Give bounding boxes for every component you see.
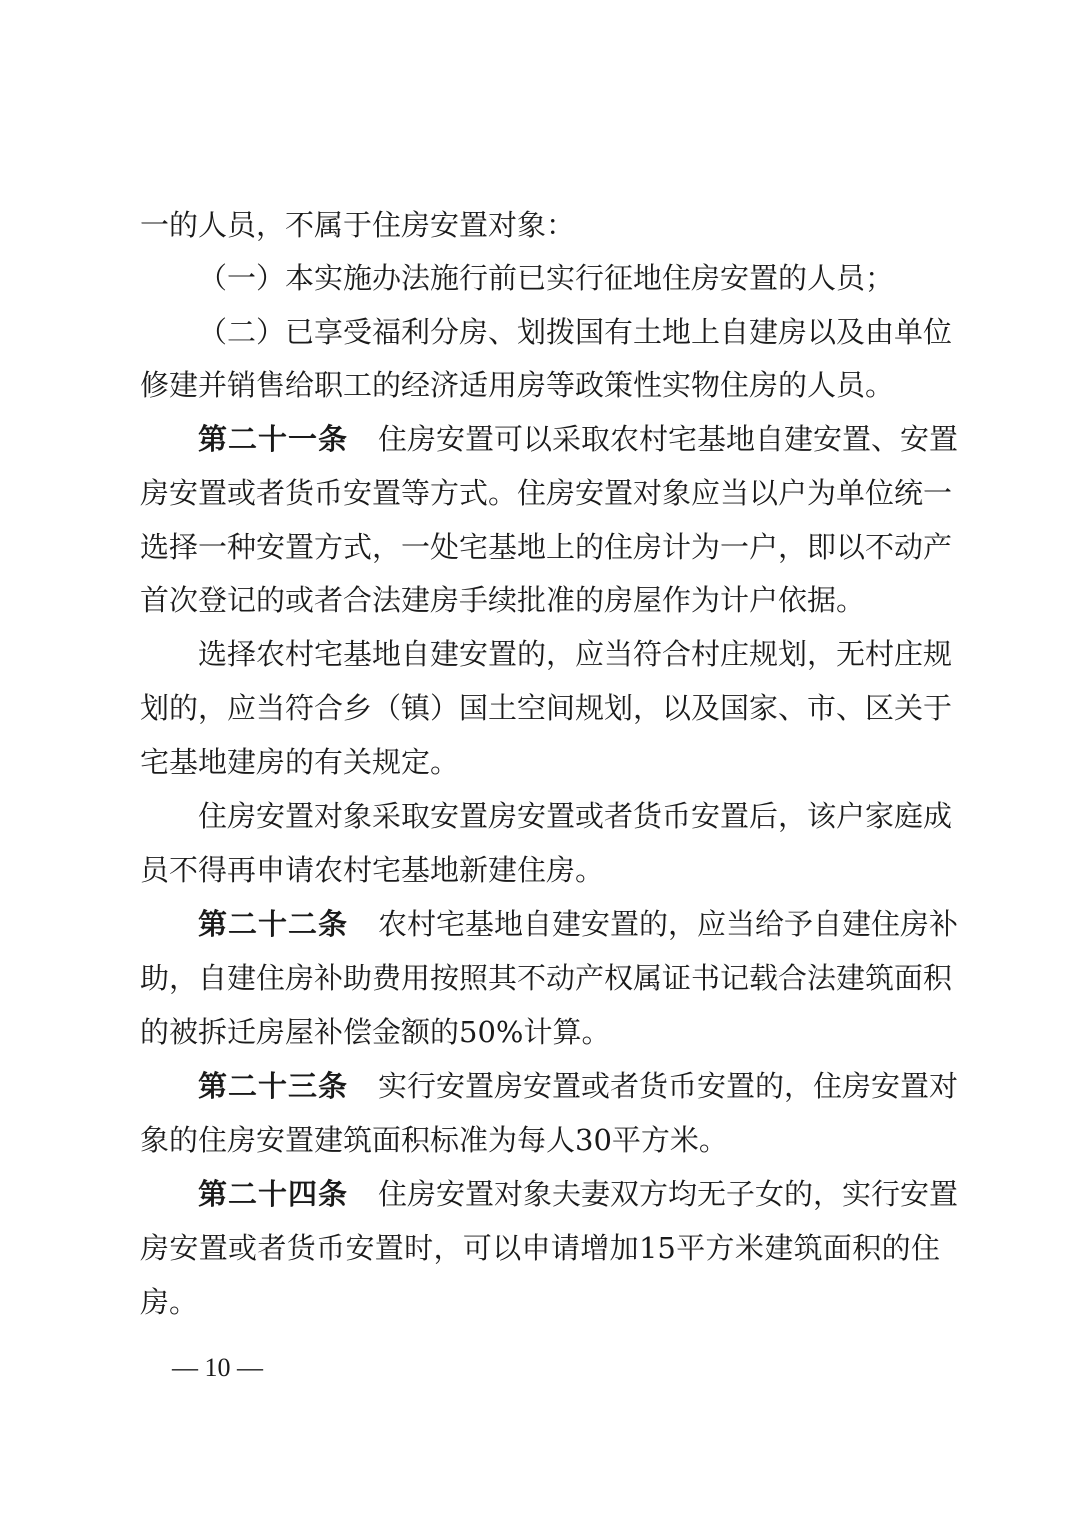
text-line: 住房安置对象采取安置房安置或者货币安置后，该户家庭成	[198, 799, 953, 833]
text-span: 农村宅基地自建安置的，应当给予自建住房补	[378, 907, 959, 941]
text-line: 的被拆迁房屋补偿金额的50%计算。	[140, 1015, 611, 1049]
text-line: （二）已享受福利分房、划拨国有土地上自建房以及由单位	[198, 315, 953, 349]
text-line: 房安置或者货币安置时，可以申请增加15平方米建筑面积的住	[140, 1231, 940, 1265]
article-23-line	[198, 1066, 959, 1106]
text-span: 实行安置房安置或者货币安置的，住房安置对	[378, 1069, 959, 1103]
text-line: 宅基地建房的有关规定。	[140, 745, 460, 779]
text-line: （一）本实施办法施行前已实行征地住房安置的人员；	[198, 261, 895, 295]
text-span: 住房安置可以采取农村宅基地自建安置、安置	[378, 422, 959, 456]
text-span: 住房安置对象夫妻双方均无子女的，实行安置	[378, 1177, 959, 1211]
text-line: 选择一种安置方式，一处宅基地上的住房计为一户，即以不动产	[140, 530, 953, 564]
article-23-title: 第二十三条	[198, 1069, 349, 1103]
text-line: 象的住房安置建筑面积标准为每人30平方米。	[140, 1123, 728, 1157]
article-21-line	[198, 419, 959, 459]
text-line: 员不得再申请农村宅基地新建住房。	[140, 853, 605, 887]
text-line: 选择农村宅基地自建安置的，应当符合村庄规划，无村庄规	[198, 637, 953, 671]
text-line: 房。	[140, 1285, 199, 1319]
text-line: 房安置或者货币安置等方式。住房安置对象应当以户为单位统一	[140, 476, 953, 510]
article-24-title: 第二十四条	[198, 1177, 349, 1211]
article-24-line	[198, 1174, 959, 1214]
article-22-line	[198, 904, 959, 944]
page-number: — 10 —	[172, 1353, 263, 1382]
text-line: 首次登记的或者合法建房手续批准的房屋作为计户依据。	[140, 583, 866, 617]
text-line: 一的人员，不属于住房安置对象：	[140, 208, 576, 242]
text-line: 助，自建住房补助费用按照其不动产权属证书记载合法建筑面积	[140, 961, 953, 995]
article-22-title: 第二十二条	[198, 907, 349, 941]
article-21-title: 第二十一条	[198, 422, 349, 456]
text-line: 修建并销售给职工的经济适用房等政策性实物住房的人员。	[140, 368, 895, 402]
text-line: 划的，应当符合乡（镇）国土空间规划，以及国家、市、区关于	[140, 691, 953, 725]
